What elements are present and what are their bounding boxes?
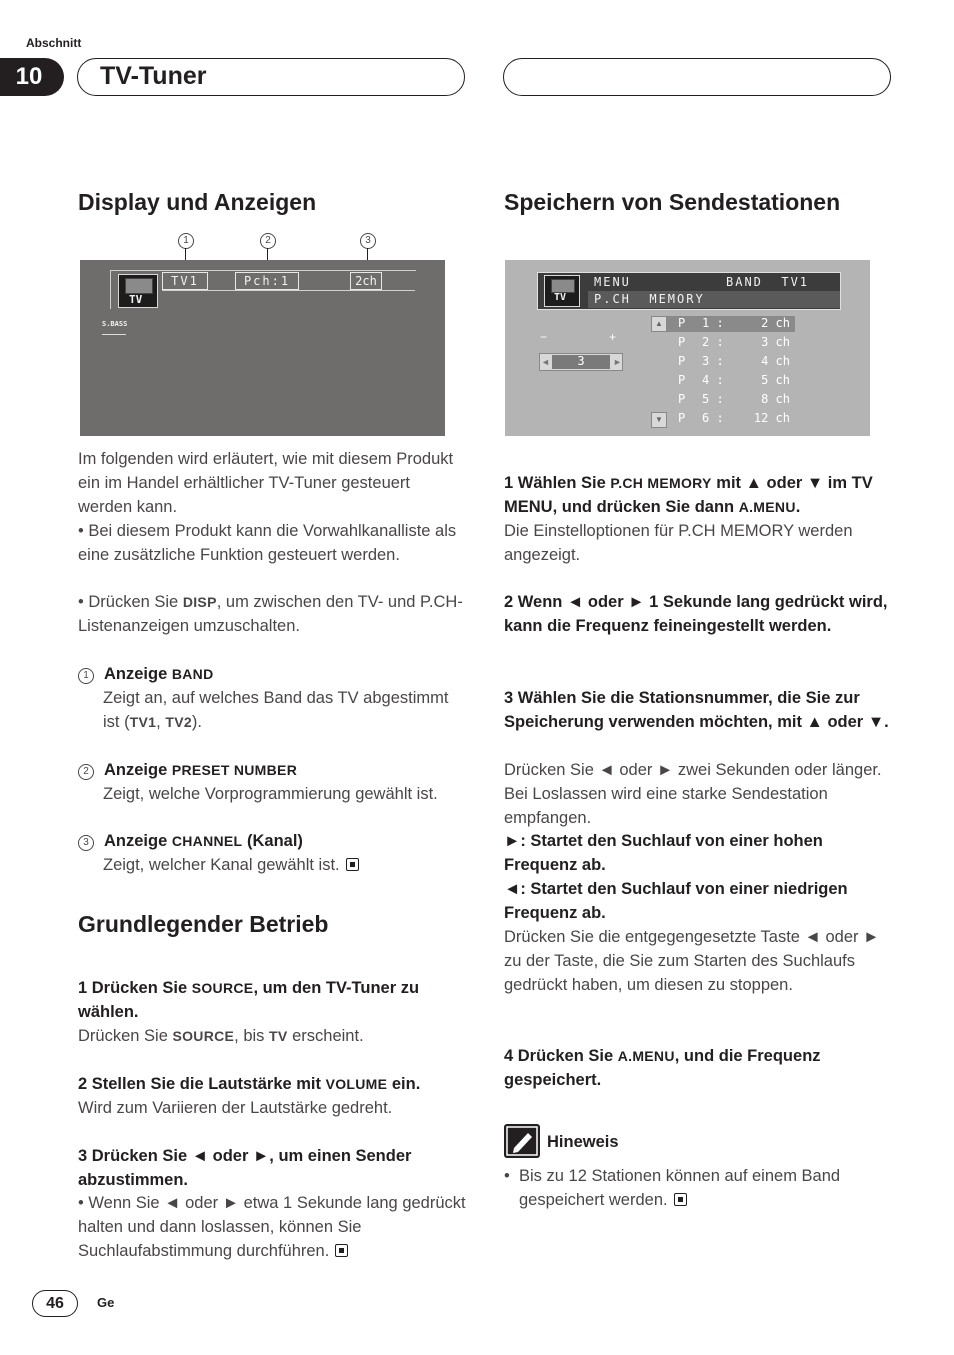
basic-heading: Grundlegender Betrieb xyxy=(78,911,329,937)
plus-label: + xyxy=(609,330,617,344)
sbass-meter xyxy=(102,329,126,335)
display-heading: Display und Anzeigen xyxy=(78,189,317,215)
end-mark-icon xyxy=(346,858,359,871)
intro-bullet-1: • Bei diesem Produkt kann die Vorwahlkanalliste als eine zusätzliche Funktion gesteuert werden. xyxy=(78,522,457,564)
basic-step-2-head: 2 Stellen Sie die Lautstärke mit VOLUME ein. xyxy=(78,1075,421,1093)
tv-display-screen xyxy=(80,260,445,436)
tv-icon: TV xyxy=(544,275,580,307)
menu-band: BAND TV1 xyxy=(726,275,810,289)
intro-bullet-2: • Drücken Sie DISP, um zwischen den TV- und P.CH-Listenanzeigen umzuschalten. xyxy=(78,593,463,635)
right-arrow-icon[interactable]: ► xyxy=(613,357,622,367)
language-code: Ge xyxy=(97,1295,115,1310)
channel-item: 3 Anzeige CHANNEL (Kanal) Zeigt, welcher Kanal gewählt ist. xyxy=(78,829,468,877)
note-body: • Bis zu 12 Stationen können auf einem Band gespeichert werden. xyxy=(504,1167,841,1209)
list-item[interactable]: P 3 : 4 ch xyxy=(678,354,790,368)
page-number: 46 xyxy=(32,1290,78,1317)
end-mark-icon xyxy=(335,1244,348,1257)
callout-1: 1 xyxy=(178,231,194,249)
preset-item: 2 Anzeige PRESET NUMBER Zeigt, welche Vorprogrammierung gewählt ist. xyxy=(78,758,468,806)
list-item[interactable]: P 2 : 3 ch xyxy=(678,335,790,349)
basic-step-1-body: Drücken Sie SOURCE, bis TV erscheint. xyxy=(78,1027,364,1045)
memory-step-1-body: Die Einstelloptionen für P.CH MEMORY werden angezeigt. xyxy=(504,522,853,564)
section-label: Abschnitt xyxy=(26,36,82,50)
memory-heading: Speichern von Sendestationen xyxy=(504,189,841,215)
end-mark-icon xyxy=(674,1193,687,1206)
list-item[interactable]: P 1 : 2 ch xyxy=(678,316,790,330)
memory-step-2-head: 2 Wenn ◄ oder ► 1 Sekunde lang gedrückt wird, kann die Frequenz feineingestellt werden. xyxy=(504,593,888,635)
channel-indicator: 2ch xyxy=(350,272,382,290)
intro-text: Im folgenden wird erläutert, wie mit diesem Produkt ein im Handel erhältlicher TV-Tuner gesteuert werden kann. xyxy=(78,450,454,516)
menu-label: MENU xyxy=(594,275,631,289)
memory-step-3-high: ►: Startet den Suchlauf von einer hohen Frequenz ab. xyxy=(504,832,823,874)
basic-step-3-body: • Wenn Sie ◄ oder ► etwa 1 Sekunde lang gedrückt halten und dann loslassen, können Sie Suchlaufabstimmung durchführen. xyxy=(78,1194,466,1260)
left-arrow-icon[interactable]: ◄ xyxy=(541,357,550,367)
callout-2: 2 xyxy=(260,231,276,249)
basic-step-3-head: 3 Drücken Sie ◄ oder ►, um einen Sender abzustimmen. xyxy=(78,1147,412,1189)
memory-step-3-body-2: Drücken Sie die entgegengesetzte Taste ◄ oder ► zu der Taste, die Sie zum Starten des Suchlaufs gedrückt haben, um diesen zu stoppen. xyxy=(504,928,880,994)
callout-3: 3 xyxy=(360,231,376,249)
list-item[interactable]: P 6 : 12 ch xyxy=(678,411,790,425)
value-slider[interactable] xyxy=(539,353,623,371)
slider-value: 3 xyxy=(577,354,585,368)
pch-memory-label: P.CH MEMORY xyxy=(594,292,705,306)
section-number: 10 xyxy=(0,58,64,96)
preset-list xyxy=(670,316,790,430)
band-item: 1 Anzeige BAND Zeigt an, auf welches Band das TV abgestimmt ist (TV1, TV2). xyxy=(78,662,468,734)
sbass-indicator: S.BASS xyxy=(102,320,128,328)
menu-header xyxy=(537,272,841,310)
scroll-up-icon[interactable]: ▲ xyxy=(651,316,667,332)
memory-step-3-low: ◄: Startet den Suchlauf von einer niedrigen Frequenz ab. xyxy=(504,880,848,922)
memory-step-1-head: 1 Wählen Sie P.CH MEMORY mit ▲ oder ▼ im TV MENU, und drücken Sie dann A.MENU. xyxy=(504,474,873,516)
page-title: TV-Tuner xyxy=(100,62,207,90)
scroll-down-icon[interactable]: ▼ xyxy=(651,412,667,428)
memory-step-3-head: 3 Wählen Sie die Stationsnummer, die Sie zur Speicherung verwenden möchten, mit ▲ oder ▼. xyxy=(504,689,889,731)
memory-step-3-body: Drücken Sie ◄ oder ► zwei Sekunden oder länger. Bei Loslassen wird eine starke Sendestation empfangen. xyxy=(504,761,882,827)
minus-label: − xyxy=(540,330,548,344)
note-pencil-icon xyxy=(504,1124,540,1158)
list-item[interactable]: P 4 : 5 ch xyxy=(678,373,790,387)
basic-step-1-head: 1 Drücken Sie SOURCE, um den TV-Tuner zu wählen. xyxy=(78,979,420,1021)
basic-step-2-body: Wird zum Variieren der Lautstärke gedreht. xyxy=(78,1099,393,1117)
note-title: Hineweis xyxy=(547,1133,619,1151)
preset-indicator: Pch:1 xyxy=(235,272,299,290)
tv-icon: TV xyxy=(118,274,158,308)
header-right-frame xyxy=(503,58,891,96)
memory-step-4-head: 4 Drücken Sie A.MENU, und die Frequenz gespeichert. xyxy=(504,1047,821,1089)
pch-memory-screen xyxy=(505,260,870,436)
band-indicator: TV1 xyxy=(162,272,208,290)
list-item[interactable]: P 5 : 8 ch xyxy=(678,392,790,406)
display-rule xyxy=(162,290,415,291)
